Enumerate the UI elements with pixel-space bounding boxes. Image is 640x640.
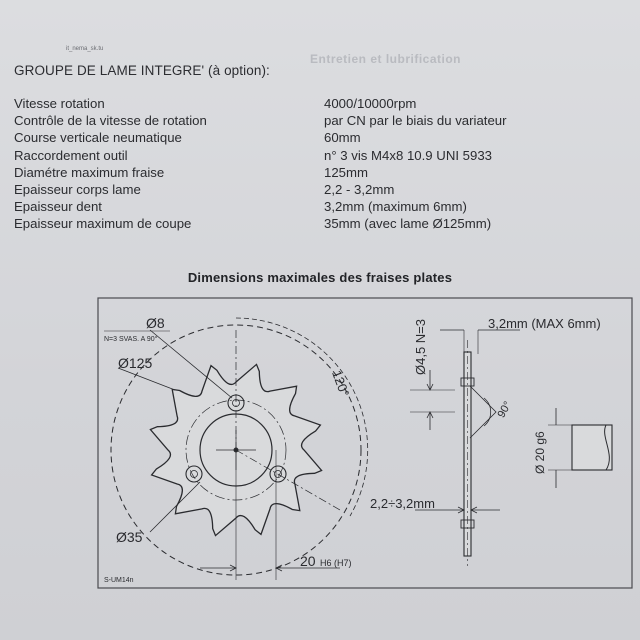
blade-side-view bbox=[410, 330, 612, 566]
label-hub-diameter: Ø35 bbox=[116, 529, 143, 545]
spec-value: 60mm bbox=[324, 130, 361, 146]
spec-label: Epaisseur corps lame bbox=[14, 181, 141, 197]
spec-value: 35mm (avec lame Ø125mm) bbox=[324, 216, 492, 232]
spec-label: Diamétre maximum fraise bbox=[14, 164, 165, 180]
label-reference: S-UM14n bbox=[104, 577, 134, 584]
drawing-title: Dimensions maximales des fraises plates bbox=[187, 270, 453, 285]
spec-value: 2,2 - 3,2mm bbox=[324, 181, 395, 197]
spec-label: Epaisseur dent bbox=[14, 199, 102, 215]
label-tooth-thickness: 3,2mm (MAX 6mm) bbox=[488, 316, 601, 331]
spec-value: 3,2mm (maximum 6mm) bbox=[324, 199, 467, 215]
section-title-blade-group: GROUPE DE LAME INTEGRE' (à option): bbox=[14, 63, 270, 78]
label-bore: 20 bbox=[300, 553, 316, 569]
spec-label: Epaisseur maximum de coupe bbox=[14, 216, 192, 232]
spec-label: Course verticale neumatique bbox=[14, 130, 182, 146]
spec-label: Contrôle de la vitesse de rotation bbox=[14, 113, 207, 129]
label-hole-diameter: Ø8 bbox=[146, 315, 165, 331]
spec-value: par CN par le biais du variateur bbox=[324, 113, 507, 129]
spec-value: n° 3 vis M4x8 10.9 UNI 5933 bbox=[324, 147, 493, 163]
label-shaft: Ø 20 g6 bbox=[533, 431, 547, 474]
label-angle: 120° bbox=[329, 368, 353, 399]
spec-label: Vitesse rotation bbox=[14, 96, 105, 111]
label-side-hole: Ø4,5 N=3 bbox=[413, 318, 428, 375]
spec-label: Raccordement outil bbox=[14, 147, 128, 163]
label-outer-diameter: Ø125 bbox=[118, 355, 153, 371]
faded-section-header: Entretien et lubrification bbox=[310, 52, 462, 66]
label-bore-fit: H6 (H7) bbox=[320, 558, 352, 568]
label-body-thickness: 2,2÷3,2mm bbox=[370, 496, 435, 511]
tiny-marking: it_nema_sk.tu bbox=[66, 46, 104, 52]
spec-value: 4000/10000rpm bbox=[324, 96, 417, 111]
spec-value: 125mm bbox=[324, 164, 368, 180]
label-hole-note: N=3 SVAS. A 90° bbox=[104, 336, 158, 343]
label-chamfer: 90° bbox=[495, 399, 515, 420]
shaft bbox=[572, 425, 612, 470]
